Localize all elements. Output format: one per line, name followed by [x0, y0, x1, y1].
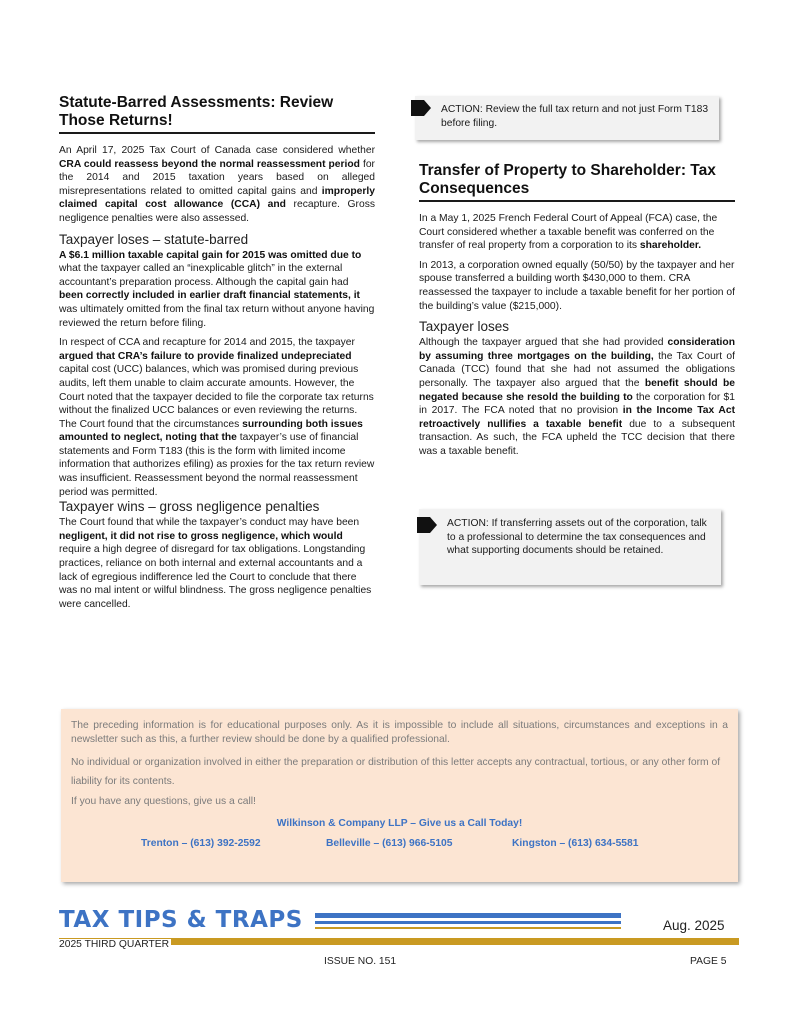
company-contact-line: Wilkinson & Company LLP – Give us a Call Today!: [276, 818, 523, 829]
bold-text-run: in the Income Tax Act retroactively nullifies a taxable benefit: [419, 405, 735, 430]
disclaimer-liability: No individual or organization involved in either the preparation or distribution of this letter accepts any contractual, tortious, or any other form of liability for its contents.: [71, 757, 721, 787]
text-run: In respect of CCA and recapture for 2014 and 2015, the taxpayer: [59, 337, 355, 349]
text-run: capital cost (UCC) balances, which was promised during previous audits, left them unable to claim accurate amounts. However, the Court noted that the taxpayer decided to file the corporate tax returns without the finalized UCC balances or even reviewing the returns. The Court found that the circumstances: [59, 364, 374, 430]
phone-belleville: Belleville – (613) 966-5105: [326, 838, 453, 849]
disclaimer-call: If you have any questions, give us a call!: [71, 796, 256, 807]
phone-trenton: Trenton – (613) 392-2592: [141, 838, 261, 849]
bold-text-run: CRA could reassess beyond the normal reassessment period: [59, 158, 360, 170]
office-phone-list: [71, 837, 728, 853]
text-run: taxpayer’s use of financial statements and Form T183 (this is the form with limited income information that authorizes efiling) as proxies for the tax return review was insufficient. Reassessment beyond the normal reassessment period was permitted.: [59, 432, 375, 498]
action-box-transfer-assets: [419, 509, 721, 585]
text-run: the Tax Court of Canada (TCC) found that she had not assumed the obligations personally. The taxpayer also argued that the: [419, 350, 735, 389]
disclaimer-box: [61, 709, 738, 882]
subheading-taxpayer-wins: Taxpayer wins – gross negligence penalties: [59, 499, 320, 515]
text-run: due to a subsequent transaction. As such, the FCA upheld the TCC decision that there was a taxable benefit.: [419, 418, 735, 457]
bold-text-run: surrounding both issues amounted to neglect, noting that the: [59, 418, 363, 444]
paragraph-gross-negligence: [59, 516, 375, 611]
disclaimer-educational: The preceding information is for educational purposes only. As it is impossible to include all situations, circumstances and exceptions in a newsletter such as this, a further review should be done by a qualified professional.: [71, 720, 728, 745]
bold-text-run: argued that CRA’s failure to provide finalized undepreciated: [59, 350, 352, 362]
page-number: PAGE 5: [690, 956, 727, 967]
article-intro-paragraph: [419, 212, 735, 253]
bold-text-run: benefit should be negated because she resold the building to: [419, 377, 735, 403]
phone-kingston: Kingston – (613) 634-5581: [512, 838, 639, 849]
action-text: ACTION: If transferring assets out of the corporation, talk to a professional to determine the tax consequences and what supporting documents should be retained.: [447, 518, 707, 557]
text-run: was ultimately omitted from the final tax return without anyone having reviewed the return before filing.: [59, 303, 375, 329]
action-box-review-return: [415, 96, 719, 140]
issue-number: ISSUE NO. 151: [324, 956, 397, 967]
bold-text-run: A $6.1 million taxable capital gain for 2015 was omitted due to: [59, 249, 362, 261]
bold-text-run: improperly claimed capital cost allowance (CCA) and: [59, 185, 375, 211]
right-column: [419, 162, 735, 465]
bold-text-run: consideration by assuming three mortgages on the building,: [419, 337, 735, 362]
text-run: The Court found that while the taxpayer’s conduct may have been: [59, 517, 360, 529]
article-heading-statute-barred: Statute-Barred Assessments: Review Those Returns!: [59, 94, 375, 134]
action-text: ACTION: Review the full tax return and not just Form T183 before filing.: [441, 104, 709, 129]
article-intro-paragraph: [59, 144, 375, 226]
subheading-taxpayer-loses: Taxpayer loses: [419, 319, 510, 335]
paragraph-building-transfer: [419, 259, 735, 313]
newsletter-title: TAX TIPS & TRAPS: [59, 907, 303, 933]
issue-quarter: 2025 THIRD QUARTER: [59, 939, 170, 950]
arrow-marker-icon: [417, 517, 437, 533]
text-run: require a high degree of disregard for tax obligations. Longstanding practices, reliance on both internal and external accountants and a lack of egregious indifference led the Court to conclude that there was no mal intent or wilful blindness. The gross negligence penalties were cancelled.: [59, 544, 372, 610]
paragraph-mortgages: [419, 336, 735, 458]
subheading-taxpayer-loses: Taxpayer loses – statute-barred: [59, 231, 249, 247]
footer-stripes: [315, 913, 621, 938]
issue-date: Aug. 2025: [663, 918, 725, 933]
left-column: [59, 94, 375, 617]
bold-text-run: shareholder.: [639, 240, 702, 252]
text-run: for the 2014 and 2015 taxation years based on alleged misrepresentations related to omitted capital gains and: [59, 158, 375, 197]
text-run: Although the taxpayer argued that she had provided: [419, 337, 668, 349]
article-heading-transfer-property: Transfer of Property to Shareholder: Tax Consequences: [419, 162, 735, 202]
bold-text-run: negligent, it did not rise to gross negligence, which would: [59, 530, 343, 542]
text-run: In a May 1, 2025 French Federal Court of Appeal (FCA) case, the Court considered whether a taxable benefit was conferred on the transfer of real property from a corporation to its: [419, 213, 718, 252]
text-run: recapture. Gross negligence penalties were also assessed.: [59, 199, 375, 224]
paragraph-capital-gain: [59, 249, 375, 331]
arrow-marker-icon: [411, 100, 431, 116]
text-run: An April 17, 2025 Tax Court of Canada case considered whether: [59, 145, 375, 156]
bold-text-run: been correctly included in earlier draft financial statements, it: [59, 290, 360, 302]
text-run: In 2013, a corporation owned equally (50/50) by the taxpayer and her spouse transferred a building worth $430,000 to them. CRA reassessed the taxpayer to include a taxable benefit for her portion of the building’s value ($215,000).: [419, 259, 735, 312]
text-run: what the taxpayer called an “inexplicable glitch” in the external accountant’s preparation process. Although the capital gain had: [59, 263, 349, 288]
text-run: the corporation for $1 in 2017. The FCA noted that no provision: [419, 391, 735, 417]
paragraph-cca-recapture: [59, 336, 375, 499]
